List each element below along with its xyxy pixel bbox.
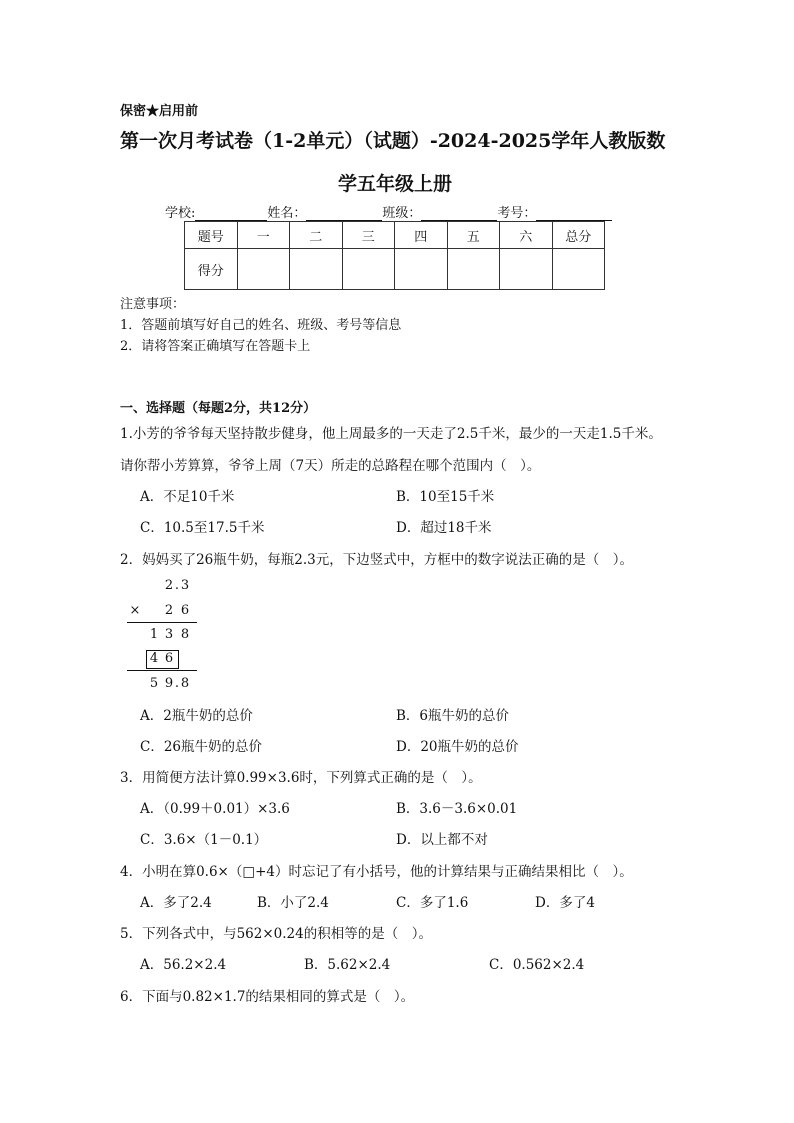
question-1-option-c[interactable]: C．10.5至17.5千米: [140, 520, 265, 536]
question-1-option-a[interactable]: A．不足10千米: [140, 489, 235, 505]
vm-digit: 9: [164, 676, 174, 691]
score-table-header-cell: 一: [237, 222, 290, 249]
question-3-option-d[interactable]: D．以上都不对: [396, 832, 488, 848]
vm-rule: [127, 622, 197, 623]
notes-item: 1．答题前填写好自己的姓名、班级、考号等信息: [120, 318, 402, 333]
score-cell[interactable]: [237, 249, 290, 290]
notes-heading: 注意事项：: [120, 297, 186, 312]
name-label: 姓名：: [267, 206, 307, 221]
score-cell[interactable]: [342, 249, 395, 290]
question-4-stem: 4．小明在算0.6×（□+4）时忘记了有小括号，他的计算结果与正确结果相比（ ）。: [120, 864, 633, 880]
question-5-option-a[interactable]: A．56.2×2.4: [140, 957, 227, 973]
vm-digit: 2: [164, 578, 174, 593]
score-table-header-cell: 三: [342, 222, 395, 249]
vm-times-sign: ×: [129, 603, 141, 618]
vm-digit: 1: [149, 627, 159, 642]
vm-digit: 6: [180, 603, 190, 618]
vm-rule: [127, 670, 197, 671]
question-2-stem: 2．妈妈买了26瓶牛奶，每瓶2.3元，下边竖式中，方框中的数字说法正确的是（ ）。: [120, 552, 633, 568]
section-heading: 一、选择题（每题2分，共12分）: [120, 401, 317, 416]
question-6-stem: 6．下面与0.82×1.7的结果相同的算式是（ ）。: [120, 989, 415, 1005]
class-blank[interactable]: [421, 206, 497, 221]
vm-decimal-point: .: [174, 676, 180, 691]
question-3-option-a[interactable]: A．（0.99＋0.01）×3.6: [140, 801, 290, 817]
vm-digit: 3: [164, 627, 174, 642]
score-table-header-cell: 四: [395, 222, 448, 249]
class-label: 班级：: [382, 206, 422, 221]
question-2-option-a[interactable]: A．2瓶牛奶的总价: [140, 708, 253, 724]
question-2-option-c[interactable]: C．26瓶牛奶的总价: [140, 739, 263, 755]
school-label: 学校:: [165, 206, 196, 221]
score-row-label: 得分: [185, 249, 238, 290]
question-3-stem: 3．用简便方法计算0.99×3.6时，下列算式正确的是（ ）。: [120, 770, 482, 786]
question-2-option-b[interactable]: B．6瓶牛奶的总价: [396, 708, 510, 724]
question-1-stem: 1.小芳的爷爷每天坚持散步健身，他上周最多的一天走了2.5千米，最少的一天走1.5千米。: [120, 426, 662, 442]
vm-digit: 5: [149, 676, 159, 691]
page-title-line2: 学五年级上册: [338, 173, 453, 195]
question-1-option-d[interactable]: D．超过18千米: [396, 520, 492, 536]
vm-digit: 4: [149, 651, 159, 666]
question-5-option-c[interactable]: C．0.562×2.4: [489, 957, 585, 973]
score-table-header-cell: 题号: [185, 222, 238, 249]
name-blank[interactable]: [306, 206, 382, 221]
score-table-header-cell: 二: [290, 222, 343, 249]
question-5-option-b[interactable]: B．5.62×2.4: [304, 957, 391, 973]
score-cell[interactable]: [290, 249, 343, 290]
score-table: [184, 221, 605, 290]
question-1-stem-cont: 请你帮小芳算算，爷爷上周（7天）所走的总路程在哪个范围内（ ）。: [120, 458, 541, 474]
page-title-line1: 第一次月考试卷（1-2单元）（试题）-2024-2025学年人教版数: [120, 130, 666, 152]
confidential-label: 保密★启用前: [120, 104, 199, 119]
school-blank[interactable]: [195, 206, 267, 221]
vm-digit: 2: [164, 603, 174, 618]
info-fields: [165, 202, 612, 221]
score-cell[interactable]: [447, 249, 500, 290]
number-label: 考号：: [497, 206, 537, 221]
question-1-option-b[interactable]: B．10至15千米: [396, 489, 495, 505]
vm-digit: 8: [180, 627, 190, 642]
notes-item: 2．请将答案正确填写在答题卡上: [120, 339, 311, 354]
vm-digit: 8: [180, 676, 190, 691]
question-3-option-c[interactable]: C．3.6×（1－0.1）: [140, 832, 268, 848]
number-blank[interactable]: [536, 206, 612, 221]
score-cell[interactable]: [552, 249, 605, 290]
vm-digit: 3: [180, 578, 190, 593]
question-5-stem: 5．下列各式中，与562×0.24的积相等的是（ ）。: [120, 926, 432, 942]
score-table-header-cell: 六: [500, 222, 553, 249]
question-3-option-b[interactable]: B．3.6－3.6×0.01: [396, 801, 518, 817]
score-cell[interactable]: [500, 249, 553, 290]
vm-digit: 6: [164, 651, 174, 666]
question-4-option-a[interactable]: A．多了2.4: [140, 895, 212, 911]
score-table-score-row: [185, 249, 605, 290]
score-cell[interactable]: [395, 249, 448, 290]
question-4-option-c[interactable]: C．多了1.6: [396, 895, 469, 911]
score-table-header-row: [185, 222, 605, 249]
score-table-header-cell: 总分: [552, 222, 605, 249]
vm-decimal-point: .: [174, 578, 180, 593]
score-table-header-cell: 五: [447, 222, 500, 249]
question-4-option-d[interactable]: D．多了4: [535, 895, 595, 911]
question-4-option-b[interactable]: B．小了2.4: [257, 895, 329, 911]
question-2-option-d[interactable]: D．20瓶牛奶的总价: [396, 739, 519, 755]
